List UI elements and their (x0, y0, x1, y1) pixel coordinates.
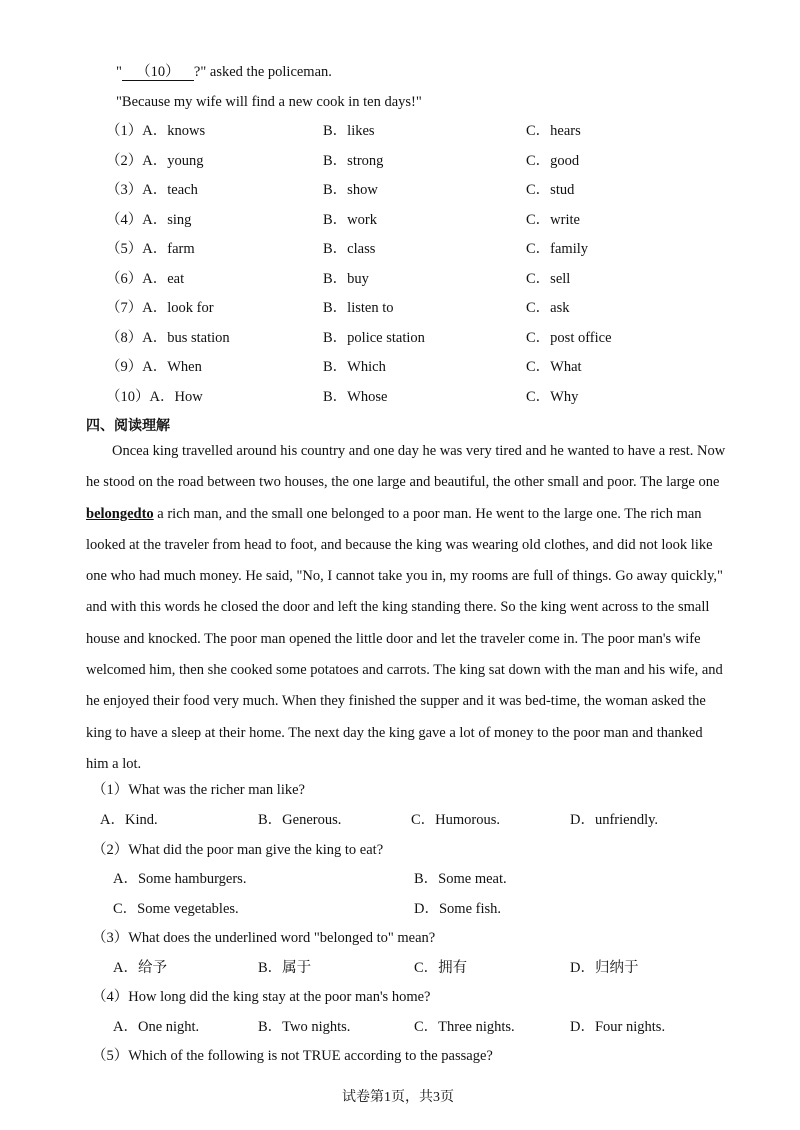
option-1b[interactable]: B．Generous. (258, 812, 342, 828)
option-3a[interactable]: A．给予 (113, 960, 167, 976)
choice-c[interactable]: C．family (526, 241, 589, 257)
choice-b[interactable]: B．work (323, 212, 377, 228)
choice-a[interactable]: （1）A．knows (106, 123, 206, 139)
option-2d[interactable]: D．Some fish. (414, 901, 501, 917)
choice-c[interactable]: C．What (526, 359, 582, 375)
choice-c[interactable]: C．stud (526, 182, 575, 198)
option-2b[interactable]: B．Some meat. (414, 871, 507, 887)
section-title: 四、阅读理解 (86, 418, 170, 434)
choice-a[interactable]: （7）A．look for (106, 300, 214, 316)
option-3c[interactable]: C．拥有 (414, 960, 468, 976)
dialogue-question-line (116, 63, 332, 81)
choice-c[interactable]: C．ask (526, 300, 570, 316)
question-2: （2）What did the poor man give the king to eat? (92, 842, 384, 858)
option-4d[interactable]: D．Four nights. (570, 1019, 666, 1035)
choice-c[interactable]: C．good (526, 153, 580, 169)
choice-b[interactable]: B．listen to (323, 300, 394, 316)
choice-b[interactable]: B．show (323, 182, 378, 198)
underlined-word: belongedto (86, 505, 154, 522)
choice-c[interactable]: C．post office (526, 330, 612, 346)
choice-b[interactable]: B．Whose (323, 389, 388, 405)
option-1c[interactable]: C．Humorous. (411, 812, 501, 828)
option-4c[interactable]: C．Three nights. (414, 1019, 515, 1035)
option-4b[interactable]: B．Two nights. (258, 1019, 351, 1035)
choice-b[interactable]: B．strong (323, 153, 384, 169)
option-2c[interactable]: C．Some vegetables. (113, 901, 239, 917)
choice-c[interactable]: C．hears (526, 123, 581, 139)
choice-a[interactable]: （5）A．farm (106, 241, 195, 257)
choice-c[interactable]: C．sell (526, 271, 571, 287)
option-1a[interactable]: A．Kind. (100, 812, 158, 828)
passage-text-1: Oncea king travelled around his country and one day he was very tired and he wanted to have a rest. Now he stood on the road between two houses, the one large and beautiful, the other small and poor. The large one (86, 443, 726, 491)
choice-b[interactable]: B．buy (323, 271, 369, 287)
passage-text-2: a rich man, and the small one belonged to a poor man. He went to the large one. The rich man looked at the traveler from head to foot, and because the king was wearing old clothes, and did not look like one who had much money. He said, "No, I cannot take you in, my rooms are full of things. Go away quickly," and with this words he closed the door and left the king standing there. So the king went across to the small house and knocked. The poor man opened the little door and let the traveler come in. The poor man's wife welcomed him, then she cooked some potatoes and carrots. The king sat down with the man and his wife, and he enjoyed their food very much. When they finished the supper and it was bed-time, the woman asked the king to have a sleep at their home. The next day the king gave a lot of money to the poor man and thanked him a lot. (86, 505, 723, 772)
question-5: （5）Which of the following is not TRUE according to the passage? (92, 1048, 493, 1064)
reading-passage (86, 436, 726, 780)
choice-a[interactable]: （3）A．teach (106, 182, 198, 198)
choice-a[interactable]: （4）A．sing (106, 212, 192, 228)
option-1d[interactable]: D．unfriendly. (570, 812, 659, 828)
choice-a[interactable]: （2）A．young (106, 153, 204, 169)
option-3b[interactable]: B．属于 (258, 960, 312, 976)
answer-blank-10[interactable]: （10） (122, 64, 194, 81)
dialogue-question-text: ?" asked the policeman. (193, 64, 332, 80)
option-4a[interactable]: A．One night. (113, 1019, 200, 1035)
choice-a[interactable]: （6）A．eat (106, 271, 185, 287)
choice-b[interactable]: B．class (323, 241, 376, 257)
choice-c[interactable]: C．Why (526, 389, 579, 405)
dialogue-answer-line: "Because my wife will find a new cook in ten days!" (116, 94, 422, 110)
option-3d[interactable]: D．归纳于 (570, 960, 639, 976)
question-4: （4）How long did the king stay at the poor man's home? (92, 989, 431, 1005)
choice-a[interactable]: （10）A．How (106, 389, 203, 405)
choice-a[interactable]: （8）A．bus station (106, 330, 230, 346)
choice-c[interactable]: C．write (526, 212, 580, 228)
choice-b[interactable]: B．likes (323, 123, 375, 139)
choice-b[interactable]: B．police station (323, 330, 425, 346)
page-footer: 试卷第1页，共3页 (342, 1090, 454, 1105)
question-3: （3）What does the underlined word "belonged to" mean? (92, 930, 436, 946)
quote-mark: " (116, 64, 122, 80)
choice-b[interactable]: B．Which (323, 359, 386, 375)
choice-a[interactable]: （9）A．When (106, 359, 202, 375)
question-1: （1）What was the richer man like? (92, 782, 305, 798)
option-2a[interactable]: A．Some hamburgers. (113, 871, 247, 887)
